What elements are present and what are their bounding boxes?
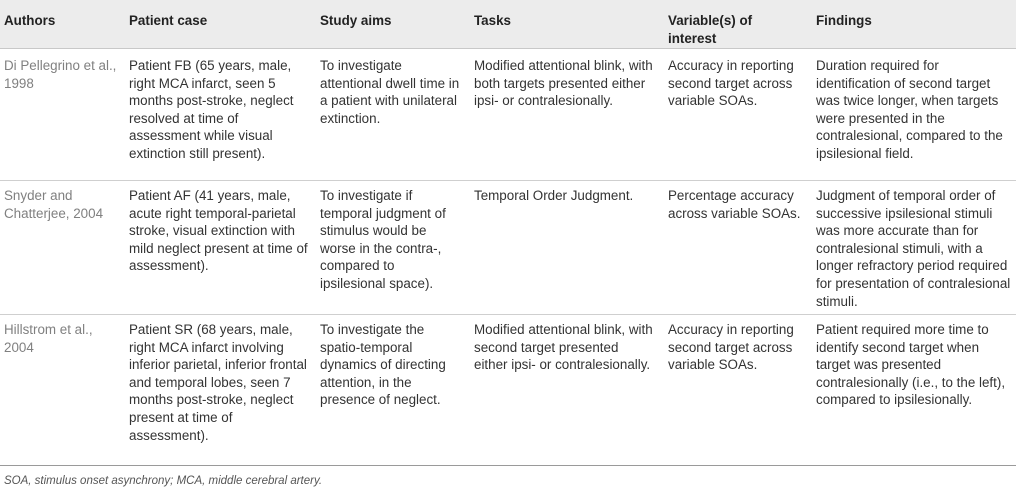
- row-1-tasks: Modified attentional blink, with both targets presented either ipsi- or contralesionally.: [474, 58, 653, 109]
- header-study-aims: Study aims: [320, 13, 392, 28]
- row-1-patient-case: Patient FB (65 years, male, right MCA infarct, seen 5 months post-stroke, neglect resolved at time of assessment while visual extinction still present).: [129, 58, 294, 161]
- header-findings: Findings: [816, 13, 872, 28]
- row-2-patient-case: Patient AF (41 years, male, acute right temporal-parietal stroke, visual extinction with mild neglect present at time of assessment).: [129, 188, 308, 274]
- row-2-tasks: Temporal Order Judgment.: [474, 188, 634, 203]
- row-1-study-aims: To investigate attentional dwell time in a patient with unilateral extinction.: [320, 58, 460, 126]
- row-3-study-aims: To investigate the spatio-temporal dynamics of directing attention, in the presence of neglect.: [320, 322, 446, 408]
- row-3-authors: Hillstrom et al., 2004: [4, 322, 93, 355]
- row-2-study-aims: To investigate if temporal judgment of stimulus would be worse in the contra-, compared to ipsilesional space).: [320, 188, 446, 291]
- row-1-variables: Accuracy in reporting second target across variable SOAs.: [668, 58, 794, 109]
- row-1-findings: Duration required for identification of second target was twice longer, when targets were presented in the contralesional, compared to the ipsilesional field.: [816, 58, 1003, 161]
- row-3-variables: Accuracy in reporting second target across variable SOAs.: [668, 322, 794, 373]
- header-variables: Variable(s) of interest: [668, 13, 753, 46]
- table-bottom-border: [0, 465, 1016, 466]
- row-2-findings: Judgment of temporal order of successive ipsilesional stimuli was more accurate than for contralesional stimuli, with a longer refractory period required for presentation of contralesional stimuli.: [816, 188, 1011, 309]
- row-divider: [0, 180, 1016, 181]
- row-3-findings: Patient required more time to identify second target when target was presented contralesionally (i.e., to the left), compared to ipsilesionally.: [816, 322, 1006, 408]
- row-2-authors: Snyder and Chatterjee, 2004: [4, 188, 104, 221]
- header-tasks: Tasks: [474, 13, 511, 28]
- row-1-authors: Di Pellegrino et al., 1998: [4, 58, 117, 91]
- table-footnote: SOA, stimulus onset asynchrony; MCA, middle cerebral artery.: [4, 475, 323, 487]
- row-3-patient-case: Patient SR (68 years, male, right MCA infarct involving inferior parietal, inferior frontal and temporal lobes, seen 7 months post-stroke, neglect present at time of assessment).: [129, 322, 307, 443]
- header-authors: Authors: [4, 13, 56, 28]
- header-patient-case: Patient case: [129, 13, 208, 28]
- row-divider: [0, 314, 1016, 315]
- header-divider: [0, 48, 1016, 49]
- row-2-variables: Percentage accuracy across variable SOAs.: [668, 188, 801, 221]
- row-3-tasks: Modified attentional blink, with second target presented either ipsi- or contralesionally.: [474, 322, 653, 373]
